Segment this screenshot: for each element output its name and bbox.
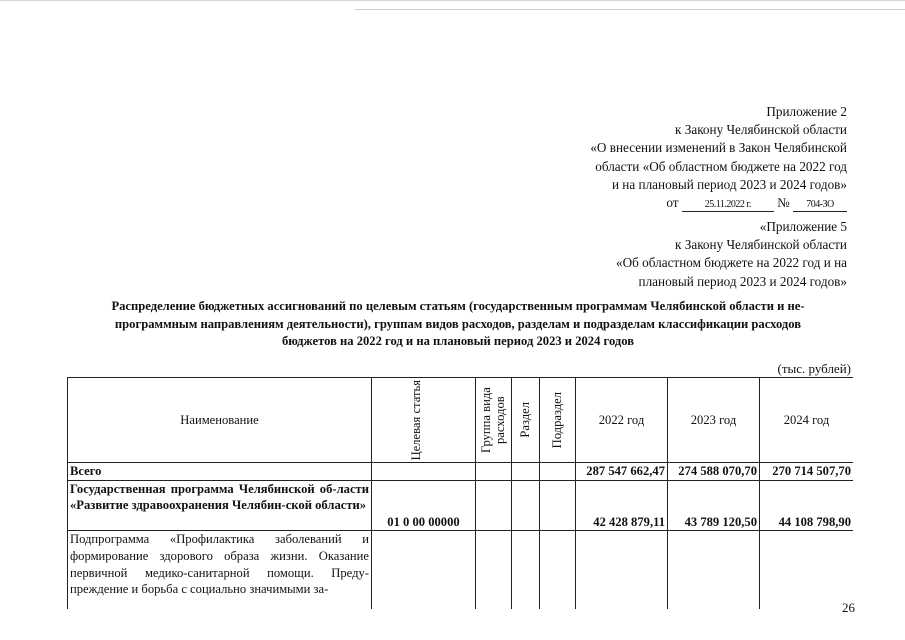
row-program-target-cell bbox=[372, 480, 476, 531]
row-total-subsection bbox=[540, 463, 576, 481]
header-2023: 2023 год bbox=[668, 378, 760, 463]
row-subprogram-2023 bbox=[668, 531, 760, 609]
header-group-text: Группа вида расходов bbox=[478, 387, 507, 453]
row-subprogram-section bbox=[512, 531, 540, 609]
header-subsection bbox=[540, 378, 576, 463]
header-section bbox=[512, 378, 540, 463]
row-program-2024: 44 108 798,90 bbox=[778, 514, 851, 529]
row-program-2023: 43 789 120,50 bbox=[684, 514, 757, 529]
row-subprogram-group bbox=[476, 531, 512, 609]
budget-table-container bbox=[67, 377, 853, 609]
table-row-program bbox=[68, 480, 854, 531]
header-expense-group bbox=[476, 378, 512, 463]
title-line-3: бюджетов на 2022 год и на плановый период 2023 и 2024 годов bbox=[281, 334, 635, 348]
header-section-text: Раздел bbox=[517, 402, 532, 438]
title-line-1: Распределение бюджетных ассигнований по целевым статьям (государственным программам Челябинской области и не- bbox=[111, 299, 805, 313]
row-subprogram-2022 bbox=[576, 531, 668, 609]
table-row-total bbox=[68, 463, 854, 481]
header-2022: 2022 год bbox=[576, 378, 668, 463]
appendix-2-line-1: Приложение 2 bbox=[766, 104, 847, 119]
law-date-number-line bbox=[590, 194, 847, 212]
number-prefix: № bbox=[777, 195, 790, 211]
header-target-article bbox=[372, 378, 476, 463]
row-total-name: Всего bbox=[68, 463, 372, 481]
row-program-subsection bbox=[540, 480, 576, 531]
row-subprogram-name: Подпрограмма «Профилактика заболеваний и формирование здорового образа жизни. Оказание первичной медико-санитарной помощи. Преду-преждение и борьба с социально значимыми за- bbox=[68, 531, 372, 609]
header-target-text: Целевая статья bbox=[408, 379, 423, 461]
row-program-target: 01 0 00 00000 bbox=[387, 514, 460, 529]
appendix-5-line-4: плановый период 2023 и 2024 годов» bbox=[638, 273, 847, 289]
appendix-5-line-3: «Об областном бюджете на 2022 год и на bbox=[616, 255, 847, 271]
row-program-2023-cell bbox=[668, 480, 760, 531]
appendix-2-line-4: области «Об областном бюджете на 2022 год bbox=[595, 158, 847, 174]
header-name: Наименование bbox=[68, 378, 372, 463]
row-subprogram-2024 bbox=[760, 531, 854, 609]
row-total-target bbox=[372, 463, 476, 481]
row-program-2024-cell bbox=[760, 480, 854, 531]
law-date-field: 25.11.2022 г. bbox=[682, 198, 774, 212]
appendix-2-line-3: «О внесении изменений в Закон Челябинской bbox=[590, 140, 847, 156]
date-prefix: от bbox=[666, 195, 679, 211]
appendix-2-line-2: к Закону Челябинской области bbox=[675, 122, 847, 138]
table-header-row bbox=[68, 378, 854, 463]
law-number-field: 704-ЗО bbox=[793, 198, 847, 212]
row-program-2022-cell bbox=[576, 480, 668, 531]
row-total-2022: 287 547 662,47 bbox=[576, 463, 668, 481]
title-line-2: программным направлениям деятельности), группам видов расходов, разделам и подразделам классификации расходов bbox=[114, 316, 802, 331]
document-title bbox=[60, 298, 856, 351]
table-row-subprogram bbox=[68, 531, 854, 609]
budget-table bbox=[67, 377, 853, 609]
appendix-2-header bbox=[590, 103, 847, 212]
appendix-5-line-2: к Закону Челябинской области bbox=[675, 237, 847, 253]
row-subprogram-target bbox=[372, 531, 476, 609]
row-total-2024: 270 714 507,70 bbox=[760, 463, 854, 481]
appendix-2-line-5: и на плановый период 2023 и 2024 годов» bbox=[611, 176, 847, 192]
row-subprogram-subsection bbox=[540, 531, 576, 609]
page-number: 26 bbox=[842, 600, 855, 615]
row-total-section bbox=[512, 463, 540, 481]
row-program-name: Государственная программа Челябинской об-ласти «Развитие здравоохранения Челябин-ской области» bbox=[68, 480, 372, 531]
appendix-5-line-1: «Приложение 5 bbox=[759, 219, 847, 234]
units-label: (тыс. рублей) bbox=[777, 361, 851, 376]
header-subsection-text: Подраздел bbox=[549, 391, 564, 449]
row-total-group bbox=[476, 463, 512, 481]
row-program-section bbox=[512, 480, 540, 531]
scan-edge-line bbox=[355, 9, 905, 10]
row-program-2022: 42 428 879,11 bbox=[593, 514, 665, 529]
header-2024: 2024 год bbox=[760, 378, 854, 463]
row-total-2023: 274 588 070,70 bbox=[668, 463, 760, 481]
row-program-group bbox=[476, 480, 512, 531]
appendix-5-header bbox=[616, 218, 847, 291]
